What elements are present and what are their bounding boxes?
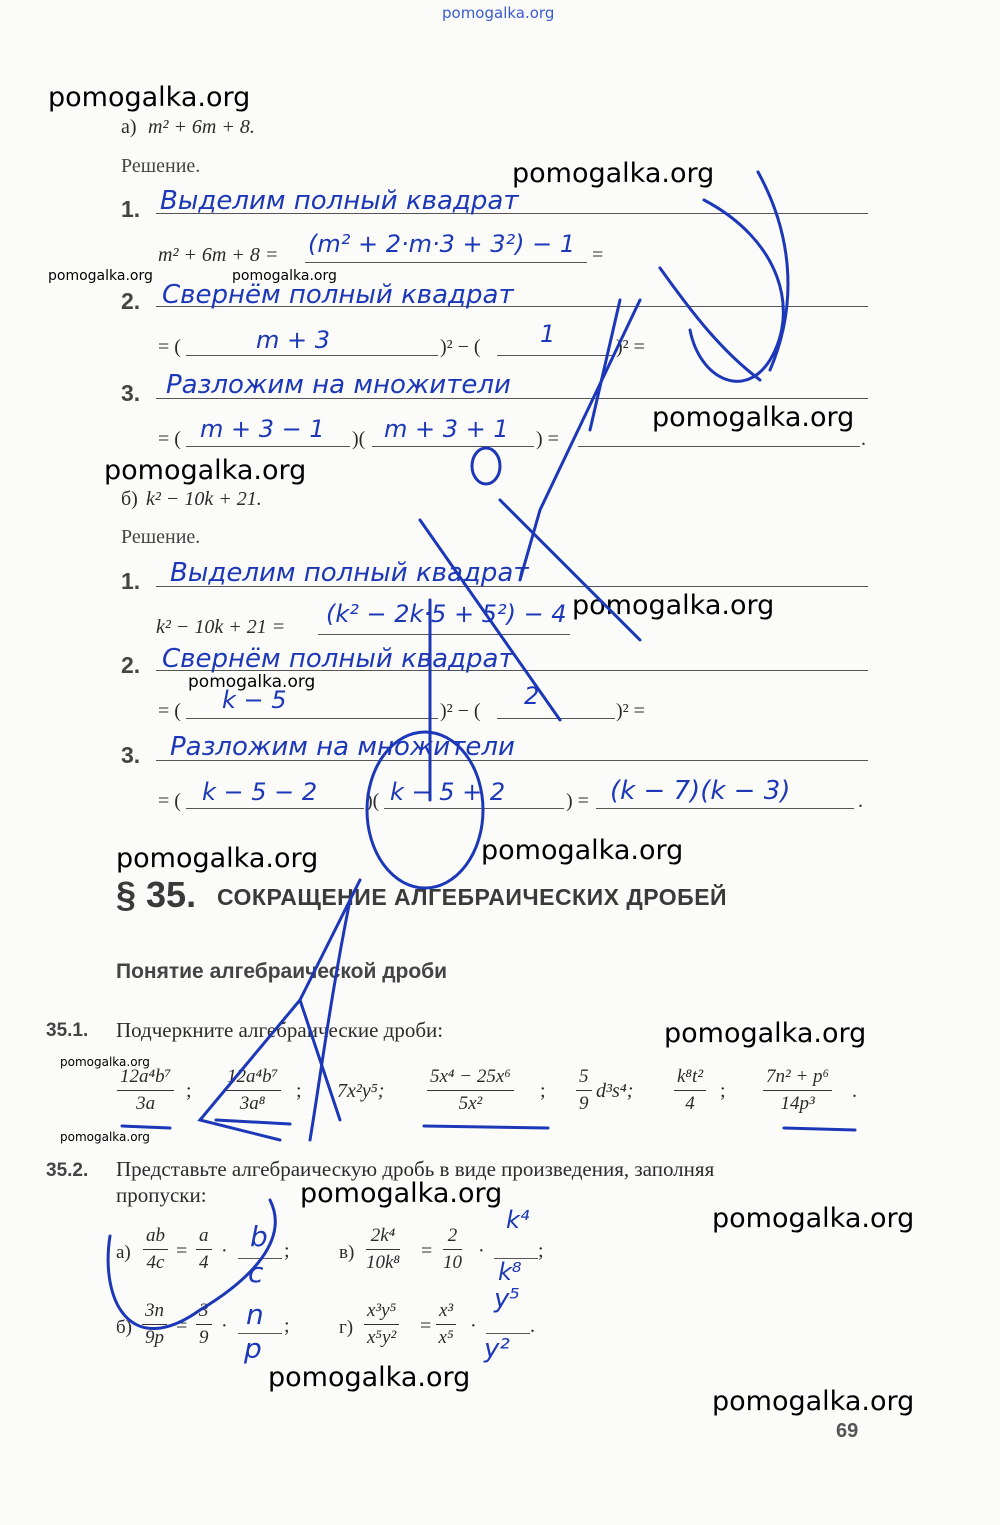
watermark[interactable]: pomogalka.org bbox=[572, 590, 775, 621]
handwritten-answer: (k² − 2k·5 + 5²) − 4 bbox=[326, 600, 567, 628]
exercise-text-line2: пропуски: bbox=[116, 1183, 207, 1207]
ink-stroke bbox=[590, 300, 620, 430]
watermark-top[interactable]: pomogalka.org bbox=[442, 4, 555, 22]
watermark[interactable]: pomogalka.org bbox=[300, 1178, 503, 1209]
equation-open: = ( bbox=[158, 336, 181, 358]
equation-middle: )( bbox=[366, 790, 380, 812]
end-mark: . bbox=[530, 1315, 535, 1337]
equation-left: m² + 6m + 8 = bbox=[158, 244, 279, 266]
watermark[interactable]: pomogalka.org bbox=[48, 82, 251, 113]
section-subtitle: Понятие алгебраической дроби bbox=[116, 960, 448, 983]
denominator: 3a bbox=[136, 1093, 156, 1114]
handwritten-answer: Выделим полный квадрат bbox=[170, 558, 529, 588]
watermark[interactable]: pomogalka.org bbox=[481, 835, 684, 866]
handwritten-answer: y⁵ bbox=[494, 1284, 520, 1314]
equation-open: = ( bbox=[158, 700, 181, 722]
item-label: в) bbox=[339, 1242, 355, 1263]
denominator: 14p³ bbox=[780, 1093, 815, 1114]
watermark[interactable]: pomogalka.org bbox=[712, 1203, 915, 1234]
handwritten-answer: k − 5 + 2 bbox=[390, 778, 506, 806]
denominator: 10 bbox=[443, 1252, 462, 1273]
ink-stroke bbox=[122, 1126, 170, 1128]
ink-stroke bbox=[108, 1200, 275, 1329]
watermark[interactable]: pomogalka.org bbox=[712, 1386, 915, 1417]
watermark[interactable]: pomogalka.org bbox=[60, 1130, 150, 1144]
dot: · bbox=[221, 1315, 228, 1337]
step-number: 3. bbox=[121, 742, 141, 768]
solution-label-b: Решение. bbox=[121, 526, 201, 548]
equation-open: = ( bbox=[158, 428, 181, 450]
denominator: 5x² bbox=[458, 1093, 483, 1114]
numerator: 5 bbox=[576, 1066, 592, 1091]
ink-stroke bbox=[758, 172, 788, 370]
numerator: k⁸t² bbox=[674, 1066, 706, 1091]
equals-sign: = bbox=[592, 244, 604, 266]
watermark[interactable]: pomogalka.org bbox=[232, 268, 337, 284]
equation-close: ) = bbox=[536, 428, 559, 450]
watermark[interactable]: pomogalka.org bbox=[116, 843, 319, 874]
handwritten-answer: 2 bbox=[524, 682, 540, 710]
solution-label-a: Решение. bbox=[121, 155, 201, 177]
denominator: 3a⁸ bbox=[239, 1093, 266, 1114]
ink-stroke bbox=[300, 880, 360, 1120]
numerator: 2k⁴ bbox=[366, 1225, 400, 1250]
exercise-number: 35.2. bbox=[46, 1160, 89, 1181]
numerator: 12a⁴b⁷ bbox=[117, 1066, 174, 1091]
equation-middle: )( bbox=[352, 428, 366, 450]
separator: ; bbox=[540, 1080, 546, 1102]
equation-close: )² = bbox=[616, 700, 645, 722]
handwritten-answer: (k − 7)(k − 3) bbox=[610, 776, 791, 806]
equation-middle: )² − ( bbox=[440, 700, 481, 722]
numerator: x³ bbox=[436, 1300, 456, 1325]
denominator: 4c bbox=[146, 1252, 165, 1273]
equals-sign: = bbox=[176, 1240, 188, 1262]
ink-stroke bbox=[424, 1126, 548, 1128]
page-number: 69 bbox=[836, 1420, 859, 1442]
handwritten-answer: k − 5 bbox=[222, 686, 287, 714]
watermark[interactable]: pomogalka.org bbox=[512, 158, 715, 189]
watermark[interactable]: pomogalka.org bbox=[652, 402, 855, 433]
denominator: 9 bbox=[199, 1327, 209, 1348]
ink-stroke bbox=[367, 732, 483, 888]
equals-sign: = bbox=[420, 1315, 432, 1337]
handwritten-answer: p bbox=[244, 1332, 262, 1365]
numerator: 3n bbox=[142, 1300, 167, 1325]
dot: · bbox=[470, 1315, 477, 1337]
equation-close: )² = bbox=[616, 336, 645, 358]
handwritten-answer: y² bbox=[484, 1334, 510, 1364]
handwritten-answer: m + 3 − 1 bbox=[200, 415, 325, 443]
denominator: 4 bbox=[199, 1252, 209, 1273]
task-a-letter: а) bbox=[121, 116, 137, 138]
separator: ; bbox=[284, 1315, 290, 1337]
equals-sign: = bbox=[176, 1315, 188, 1337]
ink-stroke bbox=[690, 200, 783, 381]
watermark[interactable]: pomogalka.org bbox=[268, 1362, 471, 1393]
numerator: ab bbox=[143, 1225, 168, 1250]
handwritten-answer: (m² + 2·m·3 + 3²) − 1 bbox=[308, 230, 576, 258]
monomial: 7x²y⁵; bbox=[337, 1080, 385, 1102]
item-label: б) bbox=[116, 1317, 132, 1338]
denominator: 4 bbox=[685, 1093, 695, 1114]
separator: ; bbox=[538, 1240, 544, 1262]
handwritten-answer: Разложим на множители bbox=[166, 370, 511, 400]
dot: · bbox=[221, 1240, 228, 1262]
section-title: СОКРАЩЕНИЕ АЛГЕБРАИЧЕСКИХ ДРОБЕЙ bbox=[217, 884, 728, 910]
equation-close: ) = bbox=[566, 790, 589, 812]
watermark[interactable]: pomogalka.org bbox=[48, 268, 153, 284]
handwritten-answer: Разложим на множители bbox=[170, 732, 515, 762]
denominator: 10k⁸ bbox=[366, 1252, 401, 1273]
step-number: 1. bbox=[121, 568, 141, 594]
denominator: 9 bbox=[579, 1093, 589, 1114]
handwritten-answer: n bbox=[246, 1298, 264, 1331]
item-label: г) bbox=[339, 1317, 354, 1338]
ink-strokes bbox=[108, 172, 855, 1329]
denominator: x⁵y² bbox=[367, 1327, 397, 1348]
exercise-number: 35.1. bbox=[46, 1020, 89, 1041]
separator: ; bbox=[284, 1240, 290, 1262]
task-a-expression: m² + 6m + 8. bbox=[148, 116, 255, 138]
separator: ; bbox=[296, 1080, 302, 1102]
step-number: 3. bbox=[121, 380, 141, 406]
equation-end: . bbox=[858, 790, 863, 812]
ink-stroke bbox=[784, 1128, 855, 1130]
handwritten-answer: k⁴ bbox=[506, 1206, 530, 1234]
ink-stroke bbox=[472, 448, 500, 484]
ink-stroke bbox=[660, 268, 760, 380]
handwritten-answer: Свернём полный квадрат bbox=[162, 644, 514, 674]
numerator: 7n² + p⁶ bbox=[763, 1066, 832, 1091]
task-b-letter: б) bbox=[121, 488, 138, 510]
numerator: 3 bbox=[196, 1300, 212, 1325]
step-number: 1. bbox=[121, 196, 141, 222]
handwritten-answer: Выделим полный квадрат bbox=[160, 186, 519, 216]
ink-stroke bbox=[500, 500, 640, 640]
step-number: 2. bbox=[121, 288, 141, 314]
end-mark: . bbox=[852, 1080, 857, 1102]
equation-left: k² − 10k + 21 = bbox=[156, 616, 286, 638]
separator: ; bbox=[720, 1080, 726, 1102]
handwritten-answer: c bbox=[248, 1256, 264, 1289]
handwritten-answer: b bbox=[250, 1220, 268, 1253]
step-number: 2. bbox=[121, 652, 141, 678]
handwritten-answer: m + 3 bbox=[256, 326, 331, 354]
numerator: 2 bbox=[443, 1225, 462, 1250]
denominator: x⁵ bbox=[438, 1327, 454, 1348]
numerator: a bbox=[196, 1225, 212, 1250]
numerator: x³y⁵ bbox=[364, 1300, 399, 1325]
handwritten-answer: 1 bbox=[540, 320, 556, 348]
numerator: 12a⁴b⁷ bbox=[224, 1066, 281, 1091]
equation-open: = ( bbox=[158, 790, 181, 812]
equation-middle: )² − ( bbox=[440, 336, 481, 358]
exercise-text-line1: Представьте алгебраическую дробь в виде произведения, заполняя bbox=[116, 1157, 715, 1181]
section-number: § 35. bbox=[116, 874, 197, 915]
ink-stroke bbox=[310, 900, 350, 1140]
task-b-expression: k² − 10k + 21. bbox=[146, 488, 262, 510]
handwritten-answer: Свернём полный квадрат bbox=[162, 280, 514, 310]
equation-end: . bbox=[861, 428, 866, 450]
separator: ; bbox=[186, 1080, 192, 1102]
dot: · bbox=[478, 1240, 485, 1262]
ink-stroke bbox=[420, 520, 560, 720]
denominator: 9p bbox=[145, 1327, 164, 1348]
handwritten-answer: k − 5 − 2 bbox=[202, 778, 318, 806]
watermark[interactable]: pomogalka.org bbox=[188, 672, 316, 692]
watermark[interactable]: pomogalka.org bbox=[664, 1018, 867, 1049]
watermark[interactable]: pomogalka.org bbox=[60, 1055, 150, 1069]
numerator: 5x⁴ − 25x⁶ bbox=[427, 1066, 514, 1091]
exercise-text: Подчеркните алгебраические дроби: bbox=[116, 1018, 444, 1042]
watermark[interactable]: pomogalka.org bbox=[104, 455, 307, 486]
monomial-tail: d³s⁴; bbox=[596, 1080, 634, 1102]
handwritten-answer: k⁸ bbox=[498, 1258, 522, 1286]
ink-stroke bbox=[216, 1120, 290, 1124]
item-label: а) bbox=[116, 1242, 131, 1263]
equals-sign: = bbox=[421, 1240, 433, 1262]
handwritten-answer: m + 3 + 1 bbox=[384, 415, 509, 443]
